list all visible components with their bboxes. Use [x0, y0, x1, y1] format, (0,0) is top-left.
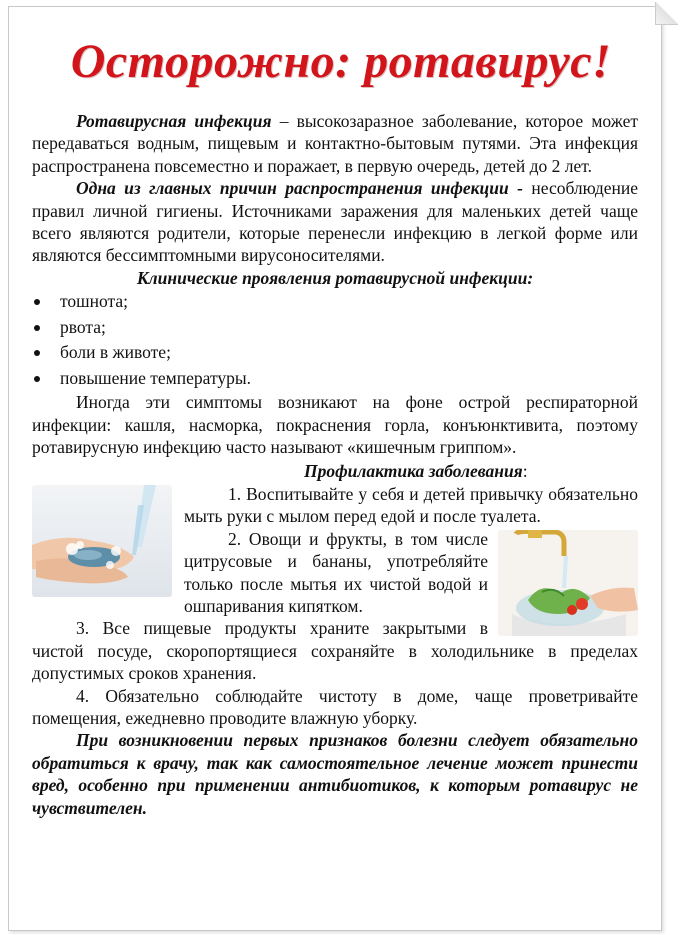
intro-paragraph: [32, 110, 638, 177]
handwashing-image: [32, 485, 172, 597]
prevention-heading: [304, 460, 638, 482]
symptom-list: [32, 289, 638, 391]
symptom-item: тошнота;: [32, 289, 638, 315]
symptom-item: рвота;: [32, 315, 638, 341]
clinical-heading: Клинические проявления ротавирусной инфекции:: [136, 267, 534, 288]
prevention-item-4: 4. Обязательно соблюдайте чистоту в доме, чаще проветривайте помещения, ежедневно проводите влажную уборку.: [32, 685, 638, 728]
symptom-item: боли в животе;: [32, 340, 638, 366]
page-title: Осторожно: ротавирус!: [70, 35, 612, 88]
prevention-item-1: 1. Воспитывайте у себя и детей привычку обязательно мыть руки с мылом перед едой и после туалета.: [184, 483, 638, 527]
document-body: [32, 110, 638, 819]
cause-lead: Одна из главных причин распространения инфекции -: [76, 178, 523, 199]
prevention-item-2: 2. Овощи и фрукты, в том числе цитрусовые и бананы, употребляйте только после мытья их чистой водой и ошпаривания кипятком.: [184, 528, 488, 616]
respiratory-paragraph: Иногда эти симптомы возникают на фоне острой респираторной инфекции: кашля, насморка, покраснения горла, конъюнктивита, поэтому ротавирусную инфекцию часто называют «кишечным гриппом».: [32, 392, 638, 458]
prevention-heading-text: Профилактика заболевания: [304, 461, 523, 482]
page-curl-corner: [655, 2, 678, 25]
intro-text: – высокозаразное заболевание, которое может передаваться водным, пищевым и контактно-бытовым путями. Эта инфекция распространена повсеместно и поражает, в первую очередь, детей до 2 лет.: [32, 111, 638, 176]
cause-text: несоблюдение правил личной гигиены. Источниками заражения для маленьких детей чаще всего являются родители, которые перенесли инфекцию в легкой форме или являются бессимптомными вирусоносителями.: [32, 178, 639, 266]
vegetable-washing-image: [498, 530, 638, 636]
cause-paragraph: [32, 177, 638, 267]
prevention-heading-colon: :: [522, 461, 528, 482]
symptom-item: повышение температуры.: [32, 366, 638, 392]
final-warning: При возникновении первых признаков болезни следует обязательно обратиться к врачу, так как самостоятельное лечение может принести вред, особенно при применении антибиотиков, к которым ротавирус не чувствителен.: [32, 730, 638, 818]
prevention-item-3: 3. Все пищевые продукты храните закрытыми в чистой посуде, скоропортящиеся сохраняйте в холодильнике в пределах допустимых сроков хранения.: [32, 618, 638, 684]
intro-lead: Ротавирусная инфекция: [76, 111, 272, 131]
